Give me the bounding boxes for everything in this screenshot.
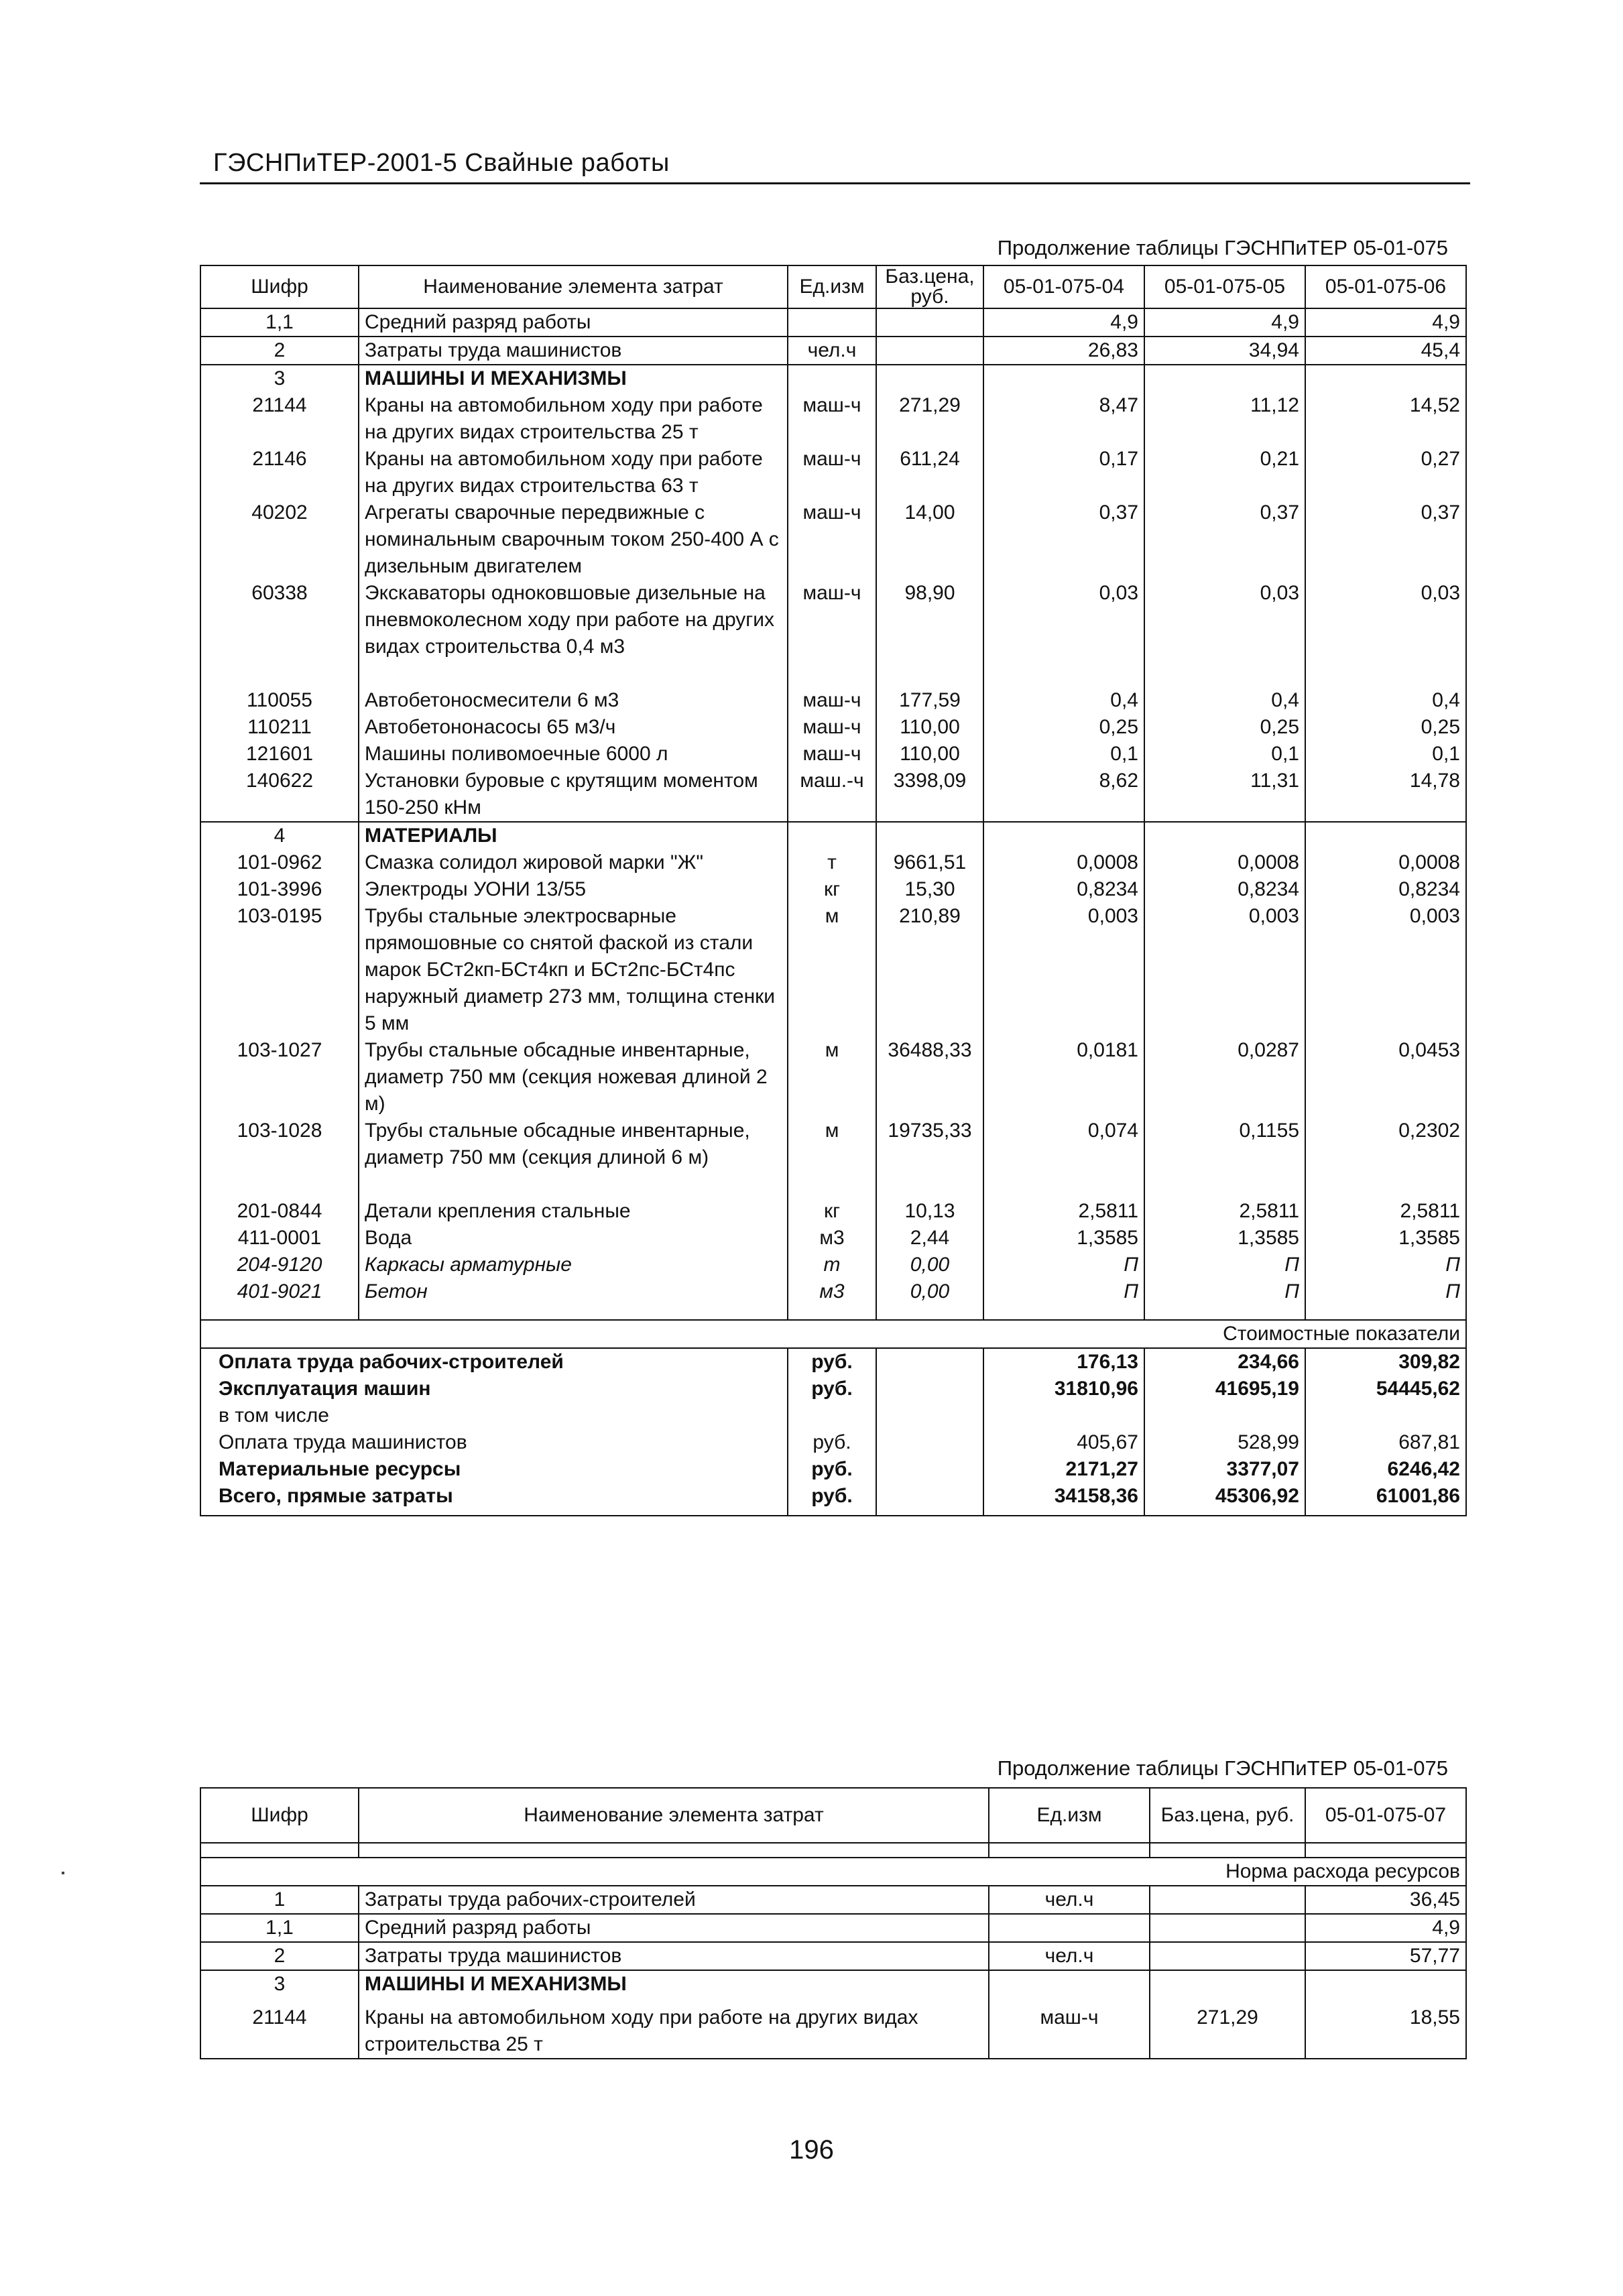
row-name: Агрегаты сварочные передвижные с номинальным сварочным током 250-400 А с дизельным двигателем xyxy=(359,499,788,580)
row-name: Экскаваторы одноковшовые дизельные на пневмоколесном ходу при работе на других видах строительства 0,4 м3 xyxy=(359,580,788,687)
row-unit: м xyxy=(788,903,876,1037)
cost-name: Всего, прямые затраты xyxy=(200,1483,788,1516)
row-value-c2: П xyxy=(1144,1278,1305,1305)
row-code: 40202 xyxy=(200,499,359,580)
row-value-c3: П xyxy=(1305,1252,1466,1278)
row-name: Трубы стальные обсадные инвентарные, диаметр 750 мм (секция длиной 6 м) xyxy=(359,1117,788,1198)
cost-row xyxy=(200,1429,1466,1456)
cost-unit: руб. xyxy=(788,1483,876,1516)
row-name: Краны на автомобильном ходу при работе на других видах строительства 25 т xyxy=(359,1998,989,2059)
row-unit: кг xyxy=(788,1198,876,1225)
cost-row xyxy=(200,1376,1466,1402)
row-name: Смазка солидол жировой марки "Ж" xyxy=(359,849,788,876)
page-header-title: ГЭСНПиТЕР-2001-5 Свайные работы xyxy=(213,149,670,177)
row-value-c1: 0,074 xyxy=(983,1117,1144,1198)
row-code: 201-0844 xyxy=(200,1198,359,1225)
row-name: Затраты труда машинистов xyxy=(359,337,788,365)
cost-value-c2: 528,99 xyxy=(1144,1429,1305,1456)
row-value-c2: 0,1155 xyxy=(1144,1117,1305,1198)
row-value-c1: 8,62 xyxy=(983,768,1144,822)
section-row xyxy=(200,1970,1466,1998)
table-row xyxy=(200,1998,1466,2059)
cost-value-c3: 309,82 xyxy=(1305,1348,1466,1376)
row-unit: маш-ч xyxy=(989,1998,1150,2059)
cost-indicators-label: Стоимостные показатели xyxy=(200,1320,1466,1348)
row-value-c2: 0,03 xyxy=(1144,580,1305,687)
table2 xyxy=(200,1787,1467,2059)
row-name: Вода xyxy=(359,1225,788,1252)
row-code: 2 xyxy=(200,1942,359,1970)
col-header-c2: 05-01-075-05 xyxy=(1144,265,1305,308)
cost-name: Оплата труда рабочих-строителей xyxy=(200,1348,788,1376)
row-code: 3 xyxy=(200,365,359,392)
row-value-c2: 0,003 xyxy=(1144,903,1305,1037)
row-code: 21146 xyxy=(200,446,359,499)
row-value-c3: 0,003 xyxy=(1305,903,1466,1037)
row-value-c3: 0,27 xyxy=(1305,446,1466,499)
table-row xyxy=(200,687,1466,714)
row-value-c2: 0,0008 xyxy=(1144,849,1305,876)
cost-unit xyxy=(788,1402,876,1429)
row-price xyxy=(1150,1970,1305,1998)
table-row xyxy=(200,903,1466,1037)
table2-caption: Продолжение таблицы ГЭСНПиТЕР 05-01-075 xyxy=(997,1756,1448,1780)
row-code: 140622 xyxy=(200,768,359,822)
row-name: Автобетононасосы 65 м3/ч xyxy=(359,714,788,741)
row-value-c2: 11,12 xyxy=(1144,392,1305,446)
row-unit: м3 xyxy=(788,1225,876,1252)
cost-label-row xyxy=(200,1320,1466,1348)
col-header-c1: 05-01-075-04 xyxy=(983,265,1144,308)
row-price xyxy=(876,822,983,849)
row-price: 14,00 xyxy=(876,499,983,580)
cost-value-c3: 54445,62 xyxy=(1305,1376,1466,1402)
cost-value-c1: 34158,36 xyxy=(983,1483,1144,1516)
row-value-c1: 0,0008 xyxy=(983,849,1144,876)
row-price: 210,89 xyxy=(876,903,983,1037)
row-value-c1: 0,8234 xyxy=(983,876,1144,903)
row-value-c3: 0,37 xyxy=(1305,499,1466,580)
cost-value-c1: 405,67 xyxy=(983,1429,1144,1456)
table-row xyxy=(200,876,1466,903)
row-price: 271,29 xyxy=(1150,1998,1305,2059)
spacer-row xyxy=(200,1305,1466,1320)
table-row xyxy=(200,714,1466,741)
row-value-c3: 0,03 xyxy=(1305,580,1466,687)
col-header-name: Наименование элемента затрат xyxy=(359,1788,989,1843)
cost-unit: руб. xyxy=(788,1376,876,1402)
row-value-c2: 2,5811 xyxy=(1144,1198,1305,1225)
row-code: 1 xyxy=(200,1886,359,1914)
table-row xyxy=(200,1225,1466,1252)
row-value-c3: 45,4 xyxy=(1305,337,1466,365)
row-value-c1 xyxy=(983,822,1144,849)
row-value-c1: 36,45 xyxy=(1305,1886,1466,1914)
row-unit xyxy=(989,1970,1150,1998)
col-header-price: Баз.цена, руб. xyxy=(1150,1788,1305,1843)
row-price: 15,30 xyxy=(876,876,983,903)
row-code: 21144 xyxy=(200,392,359,446)
cost-row xyxy=(200,1402,1466,1429)
row-value-c3 xyxy=(1305,365,1466,392)
cost-row xyxy=(200,1483,1466,1516)
row-price: 611,24 xyxy=(876,446,983,499)
row-value-c2: 11,31 xyxy=(1144,768,1305,822)
row-unit: маш-ч xyxy=(788,499,876,580)
row-code: 2 xyxy=(200,337,359,365)
row-value-c3: 0,0008 xyxy=(1305,849,1466,876)
row-price xyxy=(1150,1942,1305,1970)
cost-name: Оплата труда машинистов xyxy=(200,1429,788,1456)
row-value-c3: 0,0453 xyxy=(1305,1037,1466,1117)
row-value-c1: 57,77 xyxy=(1305,1942,1466,1970)
row-value-c1: П xyxy=(983,1278,1144,1305)
row-value-c2: 0,0287 xyxy=(1144,1037,1305,1117)
header-divider xyxy=(200,182,1470,184)
row-value-c3: 0,1 xyxy=(1305,741,1466,768)
row-unit: маш.-ч xyxy=(788,768,876,822)
row-price xyxy=(1150,1914,1305,1942)
row-value-c1: 0,4 xyxy=(983,687,1144,714)
cost-value-c3: 6246,42 xyxy=(1305,1456,1466,1483)
row-price: 0,00 xyxy=(876,1252,983,1278)
row-value-c3 xyxy=(1305,822,1466,849)
row-value-c3: 14,52 xyxy=(1305,392,1466,446)
cost-value-c2: 3377,07 xyxy=(1144,1456,1305,1483)
row-value-c1: 0,1 xyxy=(983,741,1144,768)
row-name: Краны на автомобильном ходу при работе на других видах строительства 25 т xyxy=(359,392,788,446)
row-name: Каркасы арматурные xyxy=(359,1252,788,1278)
col-header-c1: 05-01-075-07 xyxy=(1305,1788,1466,1843)
table-row xyxy=(200,308,1466,337)
section-row xyxy=(200,365,1466,392)
row-value-c2: 0,4 xyxy=(1144,687,1305,714)
row-unit: чел.ч xyxy=(989,1886,1150,1914)
table-row xyxy=(200,1942,1466,1970)
row-price: 110,00 xyxy=(876,741,983,768)
row-value-c1: 4,9 xyxy=(1305,1914,1466,1942)
row-code: 101-0962 xyxy=(200,849,359,876)
col-header-unit: Ед.изм xyxy=(788,265,876,308)
row-name: Установки буровые с крутящим моментом 150-250 кНм xyxy=(359,768,788,822)
row-unit: чел.ч xyxy=(989,1942,1150,1970)
cost-value-c2: 234,66 xyxy=(1144,1348,1305,1376)
row-value-c2: 4,9 xyxy=(1144,308,1305,337)
row-value-c3: 0,8234 xyxy=(1305,876,1466,903)
table-row xyxy=(200,1278,1466,1305)
cost-value-c3 xyxy=(1305,1402,1466,1429)
row-value-c1: 18,55 xyxy=(1305,1998,1466,2059)
row-unit xyxy=(989,1914,1150,1942)
row-code: 110211 xyxy=(200,714,359,741)
row-code: 121601 xyxy=(200,741,359,768)
col-header-c3: 05-01-075-06 xyxy=(1305,265,1466,308)
cost-value-c2: 41695,19 xyxy=(1144,1376,1305,1402)
table1-header-row xyxy=(200,265,1466,308)
row-price: 110,00 xyxy=(876,714,983,741)
row-code: 401-9021 xyxy=(200,1278,359,1305)
row-value-c1: 0,003 xyxy=(983,903,1144,1037)
cost-unit: руб. xyxy=(788,1429,876,1456)
table-row xyxy=(200,1117,1466,1198)
row-price xyxy=(876,337,983,365)
section-row xyxy=(200,822,1466,849)
table-row xyxy=(200,1037,1466,1117)
row-name: Машины поливомоечные 6000 л xyxy=(359,741,788,768)
row-value-c2: 0,21 xyxy=(1144,446,1305,499)
row-value-c3: 2,5811 xyxy=(1305,1198,1466,1225)
cost-unit: руб. xyxy=(788,1456,876,1483)
row-name: Краны на автомобильном ходу при работе на других видах строительства 63 т xyxy=(359,446,788,499)
row-code: 4 xyxy=(200,822,359,849)
row-code: 411-0001 xyxy=(200,1225,359,1252)
row-value-c1: 26,83 xyxy=(983,337,1144,365)
row-unit: м3 xyxy=(788,1278,876,1305)
row-value-c1: 0,17 xyxy=(983,446,1144,499)
row-name: Трубы стальные электросварные прямошовные со снятой фаской из стали марок БСт2кп-БСт4кп и БСт2пс-БСт4пс наружный диаметр 273 мм, толщина стенки 5 мм xyxy=(359,903,788,1037)
row-code: 103-1027 xyxy=(200,1037,359,1117)
row-price: 3398,09 xyxy=(876,768,983,822)
table-row xyxy=(200,741,1466,768)
cost-value-c2: 45306,92 xyxy=(1144,1483,1305,1516)
row-unit: маш-ч xyxy=(788,392,876,446)
norm-label-row xyxy=(200,1858,1466,1886)
row-code: 101-3996 xyxy=(200,876,359,903)
row-name: Средний разряд работы xyxy=(359,308,788,337)
table-row xyxy=(200,1252,1466,1278)
row-price: 36488,33 xyxy=(876,1037,983,1117)
row-value-c2: 0,37 xyxy=(1144,499,1305,580)
page-number: 196 xyxy=(789,2135,834,2165)
table-row xyxy=(200,337,1466,365)
row-unit: маш-ч xyxy=(788,687,876,714)
row-code: 1,1 xyxy=(200,1914,359,1942)
cost-name: Эксплуатация машин xyxy=(200,1376,788,1402)
row-value-c3: 14,78 xyxy=(1305,768,1466,822)
table-row xyxy=(200,392,1466,446)
cost-value-c1: 31810,96 xyxy=(983,1376,1144,1402)
row-unit: маш-ч xyxy=(788,446,876,499)
row-price: 19735,33 xyxy=(876,1117,983,1198)
table-row xyxy=(200,1198,1466,1225)
row-value-c1: 2,5811 xyxy=(983,1198,1144,1225)
row-name: Электроды УОНИ 13/55 xyxy=(359,876,788,903)
row-price: 2,44 xyxy=(876,1225,983,1252)
row-price xyxy=(876,308,983,337)
table1-caption: Продолжение таблицы ГЭСНПиТЕР 05-01-075 xyxy=(997,236,1448,259)
row-value-c1: П xyxy=(983,1252,1144,1278)
row-price xyxy=(876,365,983,392)
table1 xyxy=(200,265,1467,1516)
row-value-c1: 4,9 xyxy=(983,308,1144,337)
row-value-c3: 1,3585 xyxy=(1305,1225,1466,1252)
row-value-c2 xyxy=(1144,822,1305,849)
section-title: МАШИНЫ И МЕХАНИЗМЫ xyxy=(359,365,788,392)
cost-name: в том числе xyxy=(200,1402,788,1429)
row-code: 110055 xyxy=(200,687,359,714)
row-unit: м xyxy=(788,1037,876,1117)
row-unit: чел.ч xyxy=(788,337,876,365)
row-value-c3: П xyxy=(1305,1278,1466,1305)
table-row xyxy=(200,1914,1466,1942)
table-row xyxy=(200,849,1466,876)
cost-row xyxy=(200,1456,1466,1483)
col-header-name: Наименование элемента затрат xyxy=(359,265,788,308)
col-header-code: Шифр xyxy=(200,265,359,308)
table2-header-row xyxy=(200,1788,1466,1843)
row-name: Детали крепления стальные xyxy=(359,1198,788,1225)
row-unit: маш-ч xyxy=(788,741,876,768)
row-value-c3: 0,4 xyxy=(1305,687,1466,714)
row-price: 0,00 xyxy=(876,1278,983,1305)
table-row xyxy=(200,768,1466,822)
table-row xyxy=(200,499,1466,580)
row-value-c2: 34,94 xyxy=(1144,337,1305,365)
row-code: 60338 xyxy=(200,580,359,687)
table-row xyxy=(200,446,1466,499)
cost-value-c3: 687,81 xyxy=(1305,1429,1466,1456)
row-code: 1,1 xyxy=(200,308,359,337)
row-value-c2: П xyxy=(1144,1252,1305,1278)
row-value-c1 xyxy=(983,365,1144,392)
col-header-unit: Ед.изм xyxy=(989,1788,1150,1843)
col-header-price: Баз.цена, руб. xyxy=(876,265,983,308)
row-value-c2: 0,8234 xyxy=(1144,876,1305,903)
row-name: Средний разряд работы xyxy=(359,1914,989,1942)
norm-label: Норма расхода ресурсов xyxy=(200,1858,1466,1886)
row-unit: кг xyxy=(788,876,876,903)
row-value-c2: 1,3585 xyxy=(1144,1225,1305,1252)
cost-value-c1: 2171,27 xyxy=(983,1456,1144,1483)
row-unit: т xyxy=(788,849,876,876)
row-code: 21144 xyxy=(200,1998,359,2059)
row-unit: т xyxy=(788,1252,876,1278)
row-name: Бетон xyxy=(359,1278,788,1305)
table-row xyxy=(200,1886,1466,1914)
cost-value-c1: 176,13 xyxy=(983,1348,1144,1376)
row-price: 177,59 xyxy=(876,687,983,714)
row-name: Затраты труда рабочих-строителей xyxy=(359,1886,989,1914)
row-code: 103-1028 xyxy=(200,1117,359,1198)
row-value-c1: 1,3585 xyxy=(983,1225,1144,1252)
row-price xyxy=(1150,1886,1305,1914)
col-header-code: Шифр xyxy=(200,1788,359,1843)
row-value-c2 xyxy=(1144,365,1305,392)
row-value-c1: 8,47 xyxy=(983,392,1144,446)
spacer-row xyxy=(200,1843,1466,1858)
table-row xyxy=(200,580,1466,687)
cost-row xyxy=(200,1348,1466,1376)
row-price: 271,29 xyxy=(876,392,983,446)
cost-name: Материальные ресурсы xyxy=(200,1456,788,1483)
row-unit xyxy=(788,308,876,337)
row-unit: маш-ч xyxy=(788,580,876,687)
row-code: 103-0195 xyxy=(200,903,359,1037)
row-unit: м xyxy=(788,1117,876,1198)
cost-unit: руб. xyxy=(788,1348,876,1376)
row-value-c1: 0,0181 xyxy=(983,1037,1144,1117)
row-unit xyxy=(788,822,876,849)
row-value-c3: 4,9 xyxy=(1305,308,1466,337)
row-unit: маш-ч xyxy=(788,714,876,741)
cost-value-c3: 61001,86 xyxy=(1305,1483,1466,1516)
row-price: 98,90 xyxy=(876,580,983,687)
row-value-c1: 0,37 xyxy=(983,499,1144,580)
row-value-c3: 0,25 xyxy=(1305,714,1466,741)
row-value-c2: 0,1 xyxy=(1144,741,1305,768)
row-value-c2: 0,25 xyxy=(1144,714,1305,741)
row-value-c3: 0,2302 xyxy=(1305,1117,1466,1198)
section-title: МАТЕРИАЛЫ xyxy=(359,822,788,849)
row-value-c1: 0,03 xyxy=(983,580,1144,687)
row-code: 3 xyxy=(200,1970,359,1998)
row-code: 204-9120 xyxy=(200,1252,359,1278)
cost-value-c2 xyxy=(1144,1402,1305,1429)
row-value-c1: 0,25 xyxy=(983,714,1144,741)
row-name: Затраты труда машинистов xyxy=(359,1942,989,1970)
row-unit xyxy=(788,365,876,392)
row-name: Трубы стальные обсадные инвентарные, диаметр 750 мм (секция ножевая длиной 2 м) xyxy=(359,1037,788,1117)
row-value-c1 xyxy=(1305,1970,1466,1998)
scan-speck xyxy=(62,1872,64,1874)
row-name: Автобетоносмесители 6 м3 xyxy=(359,687,788,714)
row-price: 10,13 xyxy=(876,1198,983,1225)
cost-value-c1 xyxy=(983,1402,1144,1429)
row-price: 9661,51 xyxy=(876,849,983,876)
section-title: МАШИНЫ И МЕХАНИЗМЫ xyxy=(359,1970,989,1998)
